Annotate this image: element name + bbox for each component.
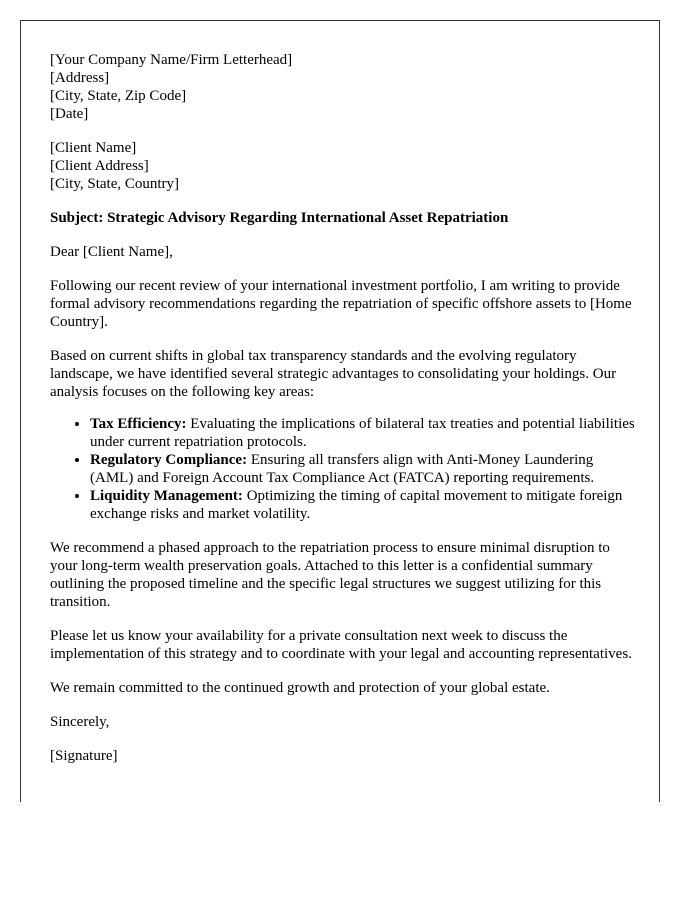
salutation: Dear [Client Name],	[50, 244, 173, 260]
key-area-term: Liquidity Management:	[90, 488, 243, 504]
letter-page	[20, 20, 660, 802]
intro-paragraph: Following our recent review of your international investment portfolio, I am writing to provide formal advisory recommendations regarding the repatriation of specific offshore assets to [Home Country].	[50, 278, 632, 330]
key-area-text: Evaluating the implications of bilateral tax treaties and potential liabilities under current repatriation protocols.	[90, 416, 635, 450]
list-item	[90, 415, 640, 451]
key-areas-list	[50, 415, 640, 523]
recipient-city-state-country: [City, State, Country]	[50, 176, 180, 192]
list-item	[90, 487, 640, 523]
signature: [Signature]	[50, 748, 118, 764]
key-area-term: Regulatory Compliance:	[90, 452, 248, 468]
consultation-paragraph: Please let us know your availability for a private consultation next week to discuss the implementation of this strategy and to coordinate with your legal and accounting representatives.	[50, 628, 632, 662]
sender-company: [Your Company Name/Firm Letterhead]	[50, 52, 293, 68]
closing: Sincerely,	[50, 714, 110, 730]
sender-address: [Address]	[50, 70, 110, 86]
key-area-text: Optimizing the timing of capital movement to mitigate foreign exchange risks and market volatility.	[90, 488, 623, 522]
sender-block	[50, 51, 640, 123]
recipient-block	[50, 139, 640, 193]
context-paragraph: Based on current shifts in global tax transparency standards and the evolving regulatory landscape, we have identified several strategic advantages to consolidating your holdings. Our analysis focuses on the following key areas:	[50, 348, 617, 400]
recipient-name: [Client Name]	[50, 140, 137, 156]
subject-line: Subject: Strategic Advisory Regarding International Asset Repatriation	[50, 210, 509, 226]
commitment-paragraph: We remain committed to the continued growth and protection of your global estate.	[50, 680, 550, 696]
recipient-address: [Client Address]	[50, 158, 149, 174]
recommendation-paragraph: We recommend a phased approach to the repatriation process to ensure minimal disruption to your long-term wealth preservation goals. Attached to this letter is a confidential summary outlining the proposed timeline and the specific legal structures we suggest utilizing for this transition.	[50, 540, 610, 610]
sender-city-state-zip: [City, State, Zip Code]	[50, 88, 187, 104]
letter-date: [Date]	[50, 106, 89, 122]
letter-body	[50, 51, 640, 781]
list-item	[90, 451, 640, 487]
key-area-text: Ensuring all transfers align with Anti-Money Laundering (AML) and Foreign Account Tax Compliance Act (FATCA) reporting requirements.	[90, 452, 595, 486]
key-area-term: Tax Efficiency:	[90, 416, 187, 432]
